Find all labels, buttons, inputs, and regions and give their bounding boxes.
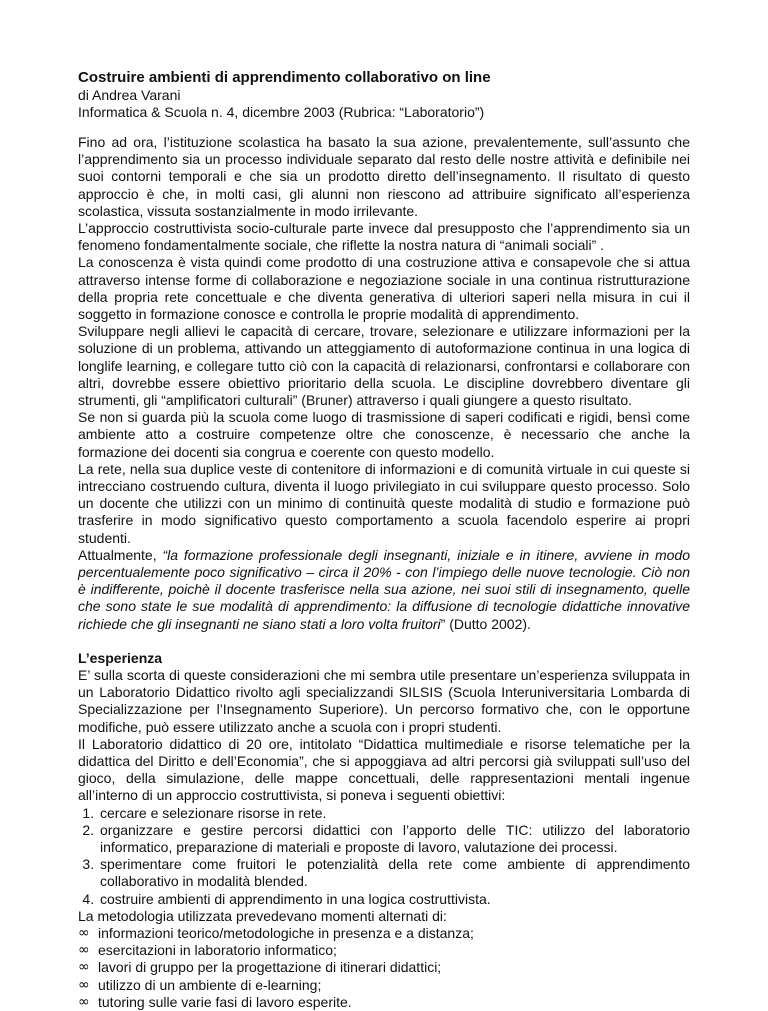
list-item-text: informazioni teorico/metodologiche in presenza e a distanza; <box>98 924 474 941</box>
dutto-quote: “la formazione professionale degli insegnanti, iniziale e in itinere, avviene in modo percentualemente poco significativo – circa il 20% - con l’impiego delle nuove tecnologie. Ciò non è indifferente, poichè il docente trasferisce nella sua azione, nei suoi stili di insegnamento, quelle che sono state le sue modalità di apprendimento: la diffusione di tecnologie didattiche innovative richiede che gli insegnanti ne siano stati a loro volta fruitori <box>78 546 690 632</box>
article-header <box>78 69 690 121</box>
paragraph: Il Laboratorio didattico di 20 ore, intitolato “Didattica multimediale e risorse telematiche per la didattica del Diritto e dell’Economia”, che si appoggiava ad altri percorsi già sviluppati sull’uso del gioco, della simulazione, delle mappe concettuali, delle rappresentazioni mentali ingenue all’interno di un approccio costruttivista, si poneva i seguenti obiettivi: <box>78 735 690 804</box>
intro-section <box>78 134 690 633</box>
paragraph: Sviluppare negli allievi le capacità di cercare, trovare, selezionare e utilizzare informazioni per la soluzione di un problema, attivando un atteggiamento di autoformazione continua in una logica di longlife learning, e collegare tutto ciò con la capacità di relazionarsi, confrontarsi e collaborare con altri, dovrebbe essere obiettivo prioritario della scuola. Le discipline dovrebbero diventare gli strumenti, gli “amplificatori culturali” (Bruner) attraverso i quali giungere a questo risultato. <box>78 323 690 409</box>
article-author: di Andrea Varani <box>78 87 181 103</box>
list-item <box>78 959 690 976</box>
list-item-text: lavori di gruppo per la progettazione di itinerari didattici; <box>98 959 442 976</box>
paragraph: L’approccio costruttivista socio-culturale parte invece dal presupposto che l’apprendimento sia un fenomeno fondamentalmente sociale, che riflette la nostra natura di “animali sociali” . <box>78 220 690 254</box>
paragraph: E’ sulla scorta di queste considerazioni che mi sembra utile presentare un’esperienza sviluppata in un Laboratorio Didattico rivolto agli specializzandi SILSIS (Scuola Interuniversitaria Lombarda di Specializzazione per l’Insegnamento Superiore). Un percorso formativo che, con le opportune modifiche, può essere utilizzato anche a scuola con i propri studenti. <box>78 666 690 735</box>
bullet-icon: ∞ <box>78 942 90 959</box>
goals-list <box>78 805 690 908</box>
bullet-icon: ∞ <box>78 924 90 941</box>
method-intro: La metodologia utilizzata prevedevano momenti alternati di: <box>78 907 447 924</box>
section-heading: L’esperienza <box>78 649 163 666</box>
article-source: Informatica & Scuola n. 4, dicembre 2003 (Rubrica: “Laboratorio”) <box>78 104 485 120</box>
list-item-text: tutoring sulle varie fasi di lavoro esperite. <box>98 993 352 1010</box>
list-item <box>78 977 690 994</box>
list-item: 1. cercare e selezionare risorse in rete. <box>98 805 690 822</box>
bullet-icon: ∞ <box>78 976 90 993</box>
list-item: 3. sperimentare come fruitori le potenzialità della rete come ambiente di apprendimento collaborativo in modalità blended. <box>98 856 690 890</box>
article-title: Costruire ambienti di apprendimento collaborativo on line <box>78 69 491 86</box>
quote-intro: Attualmente, <box>78 546 163 563</box>
paragraph: La conoscenza è vista quindi come prodotto di una costruzione attiva e consapevole che si attua attraverso intense forme di collaborazione e negoziazione sociale in una continua ristrutturazione della propria rete concettuale e che diventa generativa di ulteriori saperi nella misura in cui il soggetto in formazione conosce e controlla le proprie modalità di apprendimento. <box>78 254 690 323</box>
list-item <box>78 942 690 959</box>
bullet-icon: ∞ <box>78 959 90 976</box>
list-item: 4. costruire ambienti di apprendimento in una logica costruttivista. <box>98 891 690 908</box>
list-item: 2. organizzare e gestire percorsi didattici con l’apporto delle TIC: utilizzo del laboratorio informatico, preparazione di materiali e proposte di lavoro, valutazione dei processi. <box>98 822 690 856</box>
paragraph: Fino ad ora, l’istituzione scolastica ha basato la sua azione, prevalentemente, sull’assunto che l’apprendimento sia un processo individuale separato dal resto delle nostre attività e definibile nei suoi contorni temporali e che sia un prodotto diretto dell’insegnamento. Il risultato di questo approccio è che, in molti casi, gli alunni non riescono ad attribuire significato all’esperienza scolastica, vissuta sostanzialmente in modo irrilevante. <box>78 134 690 219</box>
paragraph: Se non si guarda più la scuola come luogo di trasmissione di saperi codificati e rigidi, bensì come ambiente atto a costruire competenze oltre che conoscenze, è necessario che anche la formazione dei docenti sia congrua e coerente con questo modello. <box>78 409 690 460</box>
quote-paragraph <box>78 547 690 633</box>
quote-citation: ” (Dutto 2002). <box>440 615 531 632</box>
list-item <box>78 994 690 1011</box>
experience-section <box>78 650 690 1011</box>
paragraph: La rete, nella sua duplice veste di contenitore di informazioni e di comunità virtuale in cui queste si intrecciano costruendo cultura, diventa il luogo privilegiato in cui sviluppare questo processo. Solo un docente che utilizzi con un minimo di continuità queste modalità di studio e formazione può trasferire in modo significativo questo comportamento a scuola facendolo esperire ai propri studenti. <box>78 460 690 546</box>
bullet-icon: ∞ <box>78 993 90 1010</box>
list-item-text: esercitazioni in laboratorio informatico; <box>98 942 337 959</box>
methods-list <box>78 925 690 1011</box>
list-item-text: utilizzo di un ambiente di e-learning; <box>98 976 322 993</box>
list-item <box>78 925 690 942</box>
